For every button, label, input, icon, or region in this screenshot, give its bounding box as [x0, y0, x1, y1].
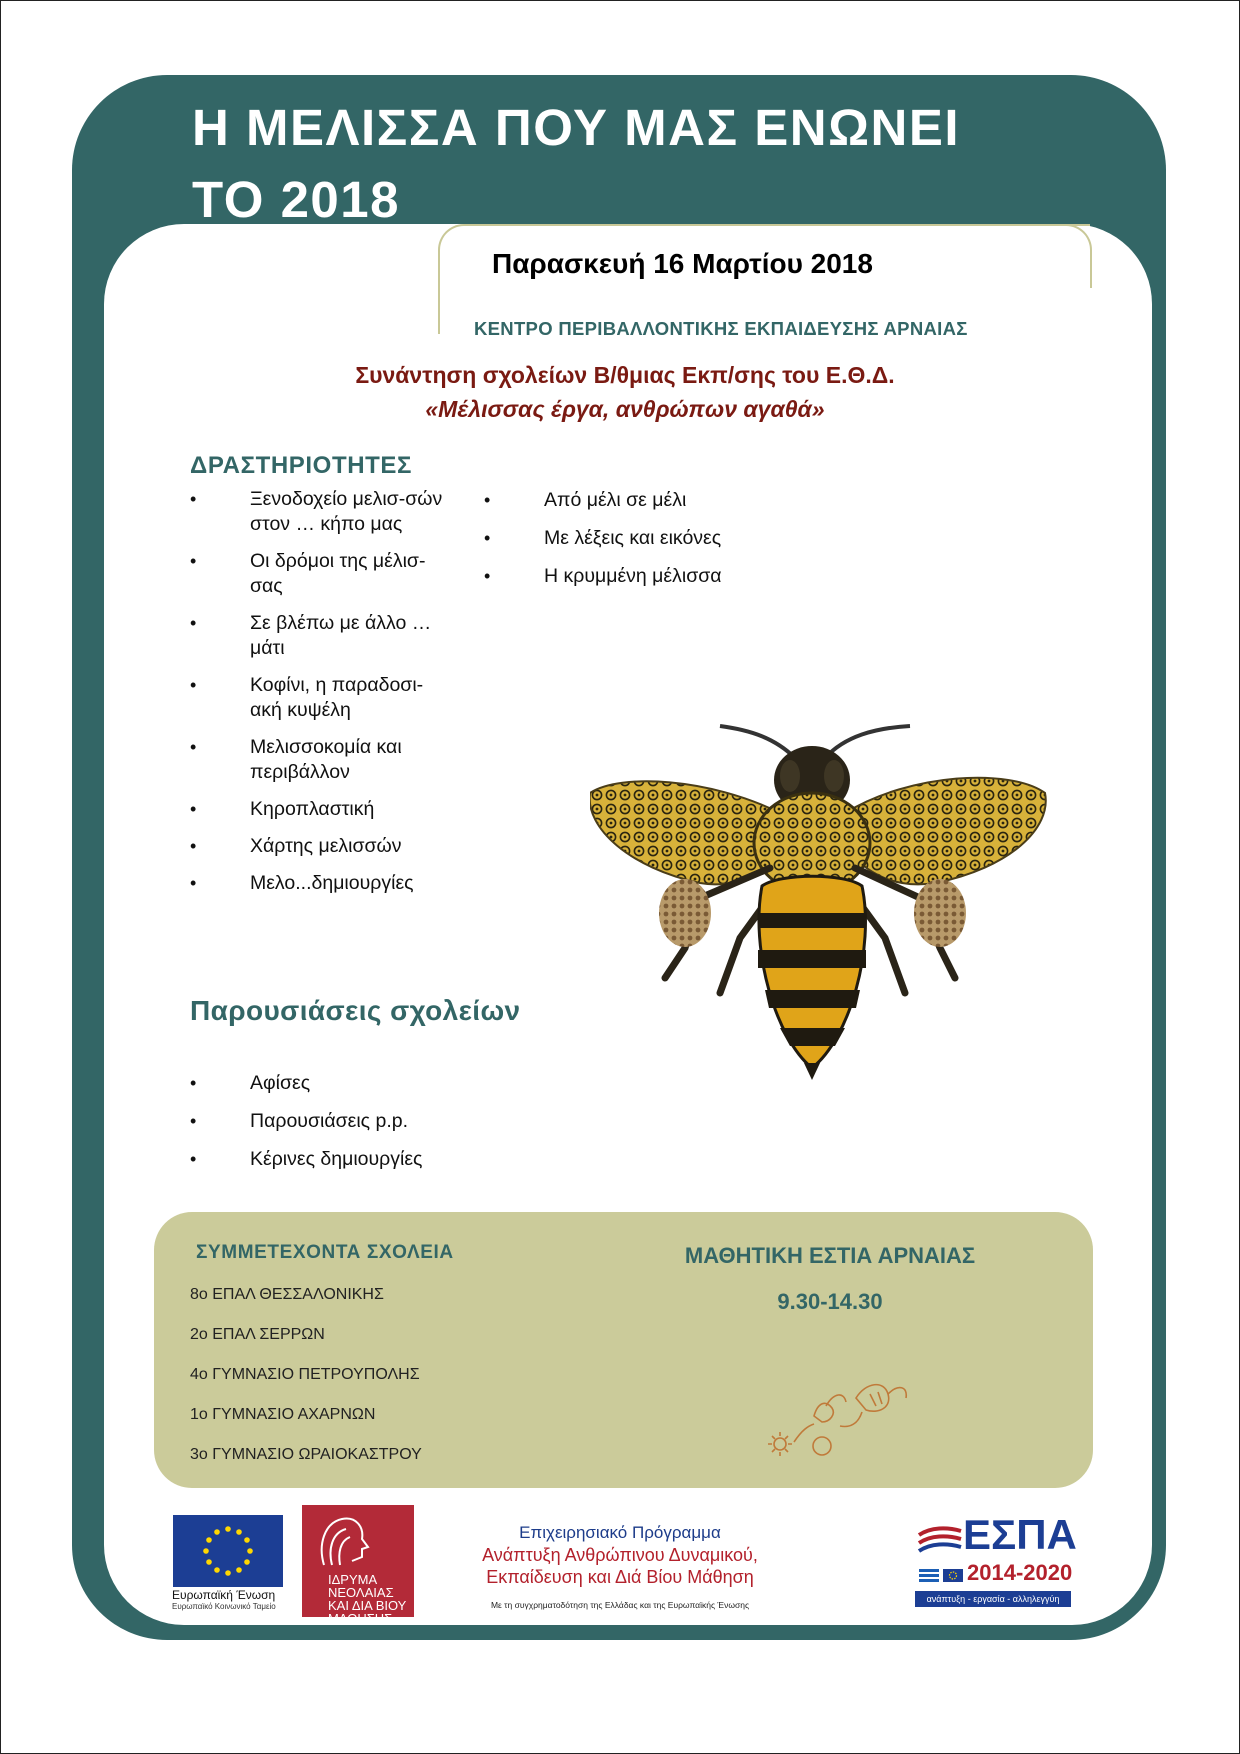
schools-heading: ΣΥΜΜΕΤΕΧΟΝΤΑ ΣΧΟΛΕΙΑ: [196, 1242, 454, 1263]
inedivim-logo: [302, 1505, 414, 1626]
op-line-2: Ανάπτυξη Ανθρώπινου Δυναμικού,: [482, 1545, 758, 1565]
list-item-text: Κέρινες δημιουργίες: [250, 1148, 423, 1170]
list-item: [190, 871, 450, 896]
eu-name: Ευρωπαϊκή Ένωση: [172, 1588, 276, 1602]
list-item: [190, 673, 450, 723]
list-item-text: Κηροπλαστική: [250, 798, 375, 820]
organizer-name: ΚΕΝΤΡΟ ΠΕΡΙΒΑΛΛΟΝΤΙΚΗΣ ΕΚΠΑΙΔΕΥΣΗΣ ΑΡΝΑΙΑΣ: [474, 318, 968, 339]
inedivim-line: ΙΔΡΥΜΑ: [328, 1572, 378, 1587]
event-date: Παρασκευή 16 Μαρτίου 2018: [492, 248, 873, 279]
espa-logo: [915, 1511, 1077, 1610]
operational-programme: [410, 1522, 830, 1616]
schools-list: [190, 1285, 422, 1485]
eu-stars-icon: [173, 1515, 283, 1587]
list-item-text: Κοφίνι, η παραδοσι-ακή κυψέλη: [250, 674, 424, 721]
bullet-icon: •: [190, 675, 197, 695]
list-item-text: Οι δρόμοι της μέλισ-σας: [250, 550, 426, 597]
title-line-1: Η ΜΕΛΙΣΣΑ ΠΟΥ ΜΑΣ ΕΝΩΝΕΙ: [192, 99, 961, 156]
small-bees-doodle-icon: [766, 1372, 916, 1464]
list-item: [190, 487, 450, 537]
poster-title: [192, 92, 960, 236]
list-item-text: Σε βλέπω με άλλο … μάτι: [250, 612, 432, 659]
inedivim-line: ΜΑΘΗΣΗΣ: [328, 1611, 393, 1626]
event-time: 9.30-14.30: [777, 1289, 883, 1314]
list-item: [484, 526, 814, 551]
venue-name: ΜΑΘΗΤΙΚΗ ΕΣΤΙΑ ΑΡΝΑΙΑΣ: [684, 1243, 976, 1268]
flags-icon: [919, 1569, 963, 1583]
list-item-text: Παρουσιάσεις p.p.: [250, 1110, 408, 1132]
meeting-line-2: «Μέλισσας έργα, ανθρώπων αγαθά»: [425, 396, 825, 422]
bullet-icon: •: [190, 1149, 197, 1169]
eu-fund: Ευρωπαϊκό Κοινωνικό Ταμείο: [172, 1602, 276, 1611]
bullet-icon: •: [190, 551, 197, 571]
presentations-list: [190, 1071, 590, 1185]
bullet-icon: •: [190, 836, 197, 856]
op-note: Με τη συγχρηματοδότηση της Ελλάδας και της Ευρωπαϊκής Ένωσης: [490, 1600, 750, 1610]
list-item-text: Μελισσοκομία και περιβάλλον: [250, 736, 402, 783]
list-item: [484, 564, 814, 589]
bee-illustration-icon: [590, 718, 1130, 1108]
activities-list-1: [190, 487, 450, 908]
school-item: 2ο ΕΠΑΛ ΣΕΡΡΩΝ: [190, 1326, 325, 1343]
presentations-heading: Παρουσιάσεις σχολείων: [190, 995, 521, 1026]
list-item: [190, 797, 450, 822]
list-item: [484, 488, 814, 513]
espa-title: ΕΣΠΑ: [963, 1511, 1077, 1558]
bullet-icon: •: [190, 737, 197, 757]
bullet-icon: •: [190, 873, 197, 893]
list-item-text: Αφίσες: [250, 1072, 311, 1094]
activities-heading: ΔΡΑΣΤΗΡΙΟΤΗΤΕΣ: [190, 452, 413, 479]
list-item: [190, 1147, 590, 1172]
bullet-icon: •: [484, 566, 491, 586]
list-item: [190, 735, 450, 785]
eu-flag-logo-icon: [173, 1515, 283, 1587]
bullet-icon: •: [190, 489, 197, 509]
meeting-line-1: Συνάντηση σχολείων Β/θμιας Εκπ/σης του Ε.Θ.Δ.: [355, 362, 895, 388]
list-item-text: Με λέξεις και εικόνες: [544, 527, 722, 549]
meeting-title: [210, 358, 1040, 426]
bullet-icon: •: [484, 528, 491, 548]
list-item: [190, 1071, 590, 1096]
espa-tagline: ανάπτυξη - εργασία - αλληλεγγύη: [915, 1591, 1071, 1607]
list-item: [190, 611, 450, 661]
list-item-text: Μελο...δημιουργίες: [250, 872, 414, 894]
espa-swoosh-icon: [915, 1521, 963, 1561]
espa-years: 2014-2020: [967, 1560, 1073, 1585]
list-item: [190, 1109, 590, 1134]
list-item-text: Από μέλι σε μέλι: [544, 489, 687, 511]
list-item-text: Η κρυμμένη μέλισσα: [544, 565, 722, 587]
list-item-text: Χάρτης μελισσών: [250, 835, 402, 857]
op-line-3: Εκπαίδευση και Διά Βίου Μάθηση: [486, 1567, 754, 1587]
activities-list-2: [484, 488, 814, 602]
bullet-icon: •: [484, 490, 491, 510]
school-item: 3ο ΓΥΜΝΑΣΙΟ ΩΡΑΙΟΚΑΣΤΡΟΥ: [190, 1446, 422, 1463]
eu-caption: [172, 1588, 302, 1611]
profile-heads-icon: [302, 1505, 414, 1575]
op-line-1: Επιχειρησιακό Πρόγραμμα: [519, 1523, 721, 1542]
list-item-text: Ξενοδοχείο μελισ-σών στον … κήπο μας: [250, 488, 443, 535]
inedivim-text: [328, 1573, 406, 1625]
title-line-2: ΤΟ 2018: [192, 171, 401, 228]
inedivim-line: ΚΑΙ ΔΙΑ ΒΙΟΥ: [328, 1598, 407, 1613]
bullet-icon: •: [190, 613, 197, 633]
school-item: 8ο ΕΠΑΛ ΘΕΣΣΑΛΟΝΙΚΗΣ: [190, 1286, 384, 1303]
inedivim-line: ΝΕΟΛΑΙΑΣ: [328, 1585, 394, 1600]
bullet-icon: •: [190, 799, 197, 819]
school-item: 1ο ΓΥΜΝΑΣΙΟ ΑΧΑΡΝΩΝ: [190, 1406, 376, 1423]
school-item: 4ο ΓΥΜΝΑΣΙΟ ΠΕΤΡΟΥΠΟΛΗΣ: [190, 1366, 420, 1383]
list-item: [190, 834, 450, 859]
bullet-icon: •: [190, 1111, 197, 1131]
bullet-icon: •: [190, 1073, 197, 1093]
list-item: [190, 549, 450, 599]
